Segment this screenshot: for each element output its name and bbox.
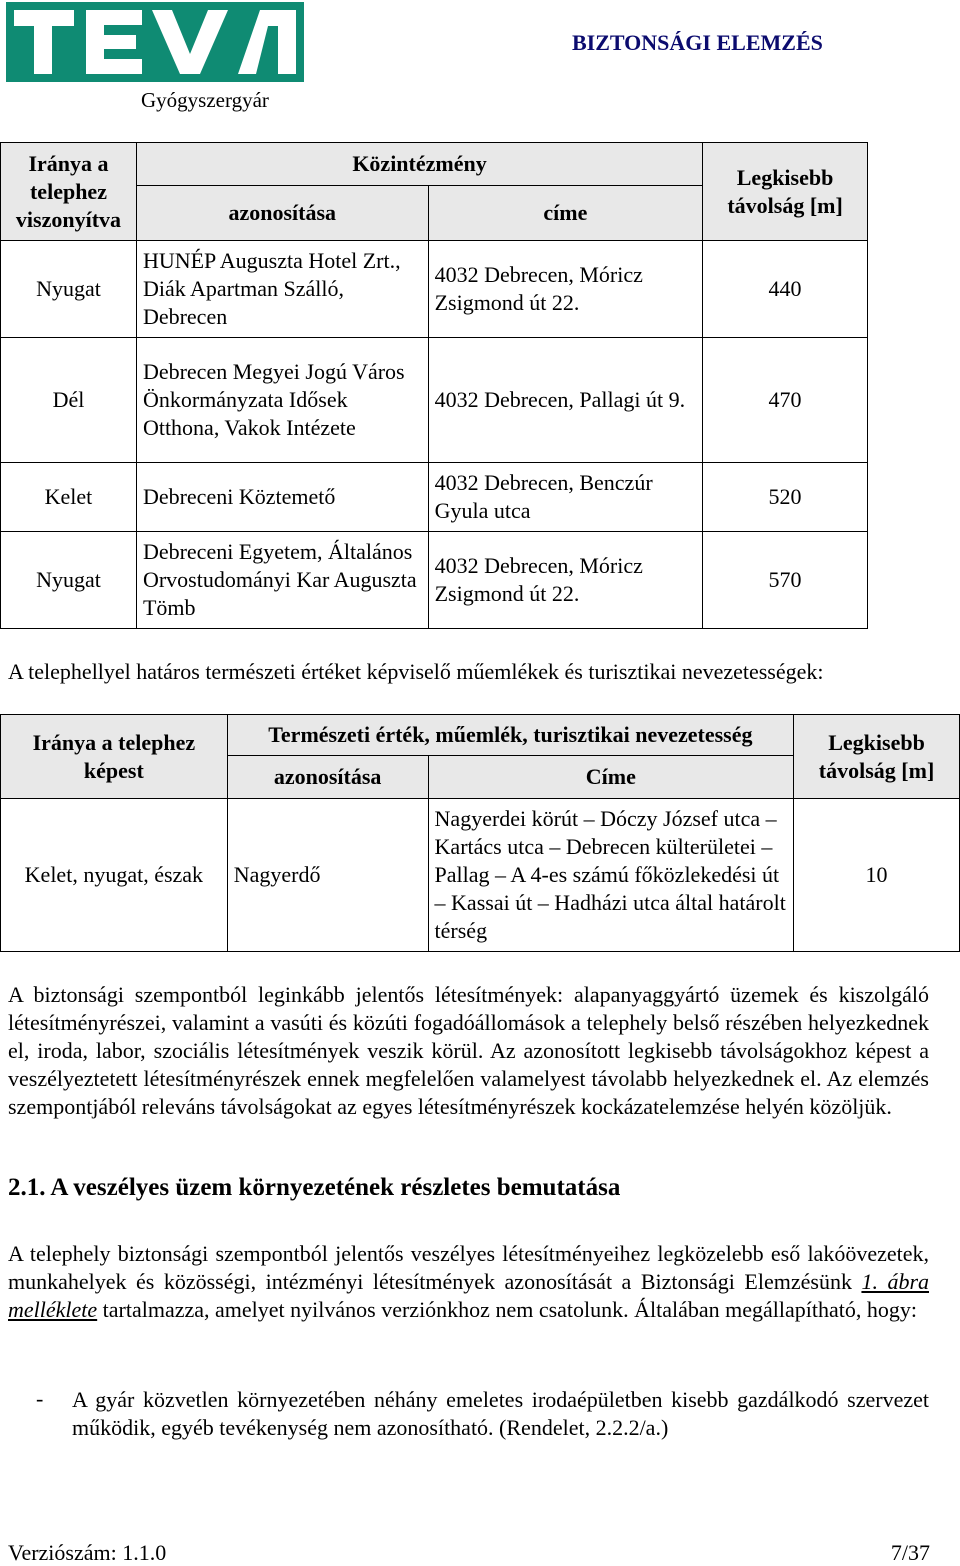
- paragraph-facilities: A biztonsági szempontból leginkább jelentős létesítmények: alapanyaggyártó üzemek és kiszolgáló létesítményrészei, valamint a vasúti és közúti fogadóállomások a telephely belső részében helyezkednek el, iroda, labor, szociális létesítmények veszik körül. Az azonosított legkisebb távolságokhoz képest a veszélyeztetett létesítményrészek ennek megfelelően valamelyest távolabb helyezkednek el. Az elemzés szempontjából releváns távolságokat az egyes létesítményrészek kockázatelemzése helyén közöljük.: [8, 982, 929, 1119]
- cell-distance: 470: [703, 338, 868, 463]
- cell-direction: Kelet: [1, 463, 137, 532]
- header-id: azonosítása: [136, 186, 428, 241]
- cell-direction: Kelet, nyugat, észak: [1, 799, 228, 952]
- cell-distance: 570: [703, 532, 868, 629]
- table-row: [1, 338, 868, 463]
- header-direction: Iránya a telephez képest: [1, 715, 228, 799]
- cell-address: 4032 Debrecen, Móricz Zsigmond út 22.: [428, 532, 703, 629]
- cell-address: 4032 Debrecen, Móricz Zsigmond út 22.: [428, 241, 703, 338]
- header-direction: Iránya a telephez viszonyítva: [1, 143, 137, 241]
- institutions-table: [0, 142, 868, 629]
- cell-id: Debreceni Köztemető: [136, 463, 428, 532]
- teva-logo: [6, 2, 304, 82]
- header-distance: Legkisebb távolság [m]: [794, 715, 960, 799]
- header-distance: Legkisebb távolság [m]: [703, 143, 868, 241]
- header-address: Címe: [428, 756, 794, 799]
- cell-address: 4032 Debrecen, Benczúr Gyula utca: [428, 463, 703, 532]
- annex-link[interactable]: 1. ábra melléklete: [8, 1269, 929, 1322]
- table-row: [1, 241, 868, 338]
- cell-id: Debreceni Egyetem, Általános Orvostudományi Kar Auguszta Tömb: [136, 532, 428, 629]
- header-group: Természeti érték, műemlék, turisztikai nevezetesség: [227, 715, 793, 756]
- cell-direction: Nyugat: [1, 532, 137, 629]
- para3-after: tartalmazza, amelyet nyilvános verziónkhoz nem csatolunk. Általában megállapítható, hogy:: [97, 1297, 918, 1322]
- company-name: Gyógyszergyár: [141, 88, 269, 112]
- cell-address: Nagyerdei körút – Dóczy József utca – Kartács utca – Debrecen külterületei – Pallag – A 4-es számú főközlekedési út – Kassai út – Hadházi utca által határolt térség: [428, 799, 794, 952]
- para3-before: A telephely biztonsági szempontból jelentős veszélyes létesítményeihez legközelebb eső lakóövezetek, munkahelyek és közösségi, intézményi létesítmények azonosítását a Biztonsági Elemzésünk: [8, 1241, 929, 1294]
- bullet-dash: -: [36, 1386, 44, 1411]
- table-row: [1, 463, 868, 532]
- header-address: címe: [428, 186, 703, 241]
- footer-version: Verziószám: 1.1.0: [8, 1540, 167, 1565]
- cell-distance: 440: [703, 241, 868, 338]
- cell-id: Nagyerdő: [227, 799, 428, 952]
- document-title: BIZTONSÁGI ELEMZÉS: [572, 30, 823, 55]
- header-institution: Közintézmény: [136, 143, 702, 186]
- table-row: [1, 532, 868, 629]
- section-title: 2.1. A veszélyes üzem környezetének részletes bemutatása: [8, 1174, 621, 1201]
- header-id: azonosítása: [227, 756, 428, 799]
- paragraph-identification: [8, 1240, 929, 1324]
- cell-id: HUNÉP Auguszta Hotel Zrt., Diák Apartman Szálló, Debrecen: [136, 241, 428, 338]
- cell-address: 4032 Debrecen, Pallagi út 9.: [428, 338, 703, 463]
- bullet-item: A gyár közvetlen környezetében néhány emeletes irodaépületben kisebb gazdálkodó szervezet működik, egyéb tevékenység nem azonosítható. (Rendelet, 2.2.2/a.): [72, 1387, 929, 1440]
- cell-direction: Dél: [1, 338, 137, 463]
- landmarks-table: [0, 714, 960, 952]
- cell-distance: 520: [703, 463, 868, 532]
- cell-id: Debrecen Megyei Jogú Város Önkormányzata Idősek Otthona, Vakok Intézete: [136, 338, 428, 463]
- cell-distance: 10: [794, 799, 960, 952]
- table-row: [1, 799, 960, 952]
- footer-page-number: 7/37: [890, 1540, 930, 1565]
- cell-direction: Nyugat: [1, 241, 137, 338]
- landmarks-intro: A telephellyel határos természeti értéket képviselő műemlékek és turisztikai nevezetességek:: [8, 659, 824, 684]
